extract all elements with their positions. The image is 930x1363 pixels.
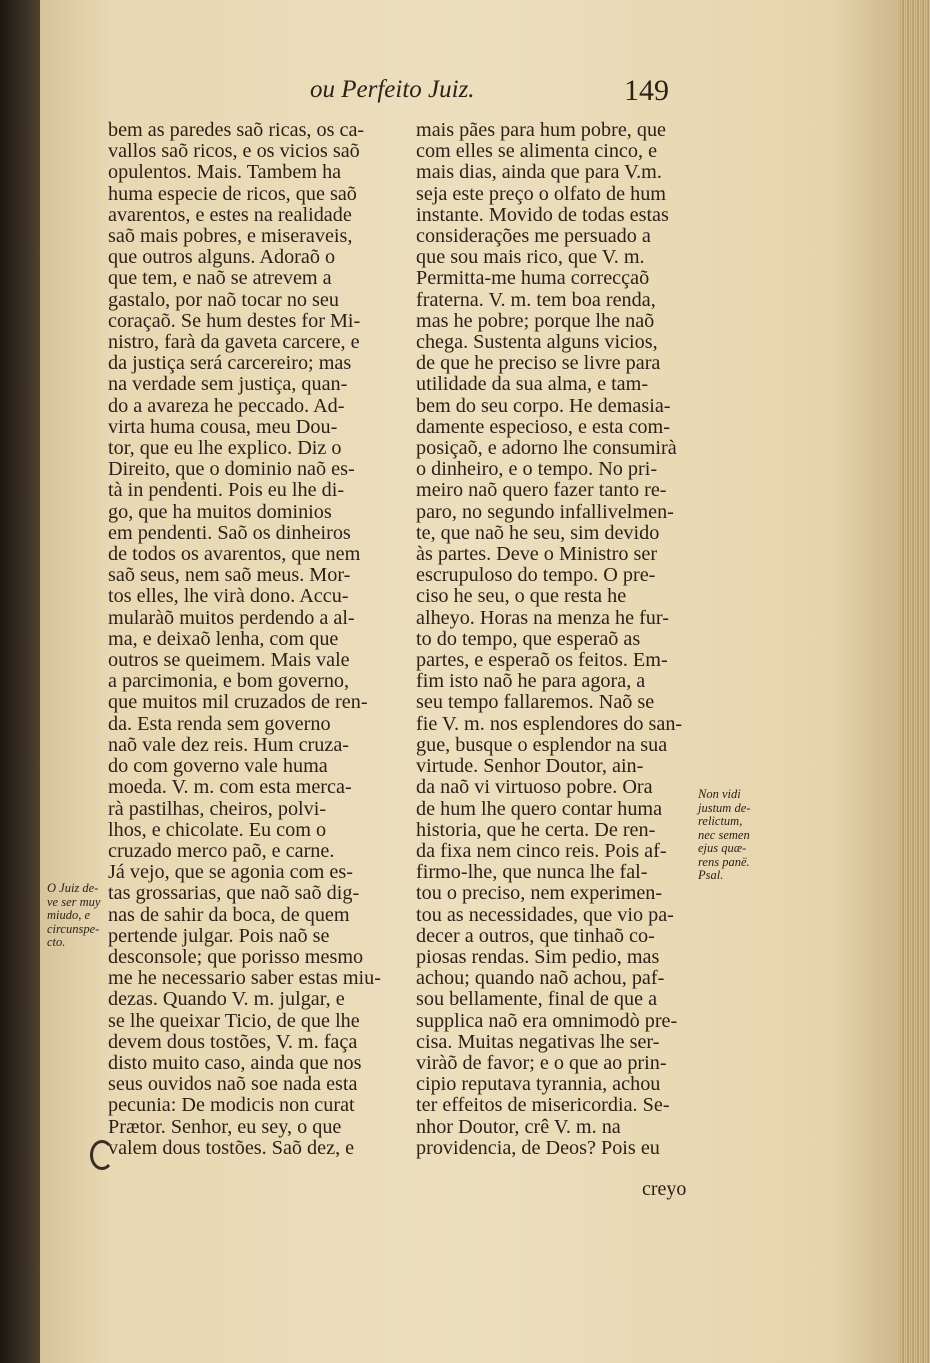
marginal-line: cto. — [47, 935, 66, 949]
marginal-line: O Juiz de- — [47, 881, 99, 895]
text-line: fraterna. V. m. tem boa renda, — [416, 288, 656, 311]
text-line: bem do seu corpo. He demasia- — [416, 394, 671, 417]
text-line: virta huma cousa, meu Dou- — [108, 415, 338, 438]
text-line: gue, busque o esplendor na sua — [416, 733, 668, 756]
text-line: tas grossarias, que naõ saõ dig- — [108, 882, 360, 905]
marginal-line: Psal. — [698, 868, 724, 882]
running-head: ou Perfeito Juiz. — [310, 76, 475, 103]
text-line: decer a outros, que tinhaõ co- — [416, 924, 655, 947]
text-line: mais dias, ainda que para V.m. — [416, 161, 662, 184]
marginal-line: circunspe- — [47, 921, 100, 936]
text-line: cisa. Muitas negativas lhe ser- — [416, 1030, 660, 1053]
text-line: considerações me persuado a — [416, 225, 651, 248]
text-line: cipio reputava tyrannia, achou — [416, 1073, 661, 1096]
marginal-line: nec semen — [698, 827, 750, 842]
text-line: tos elles, lhe virà dono. Accu- — [108, 585, 349, 608]
text-line: nas de sahir da boca, de quem — [108, 903, 350, 926]
text-line: de todos os avarentos, que nem — [108, 543, 361, 566]
text-line: supplica naõ era omnimodò pre- — [416, 1009, 678, 1032]
text-line: que outros alguns. Adoraõ o — [108, 246, 336, 269]
text-line: huma especie de ricos, que saõ — [108, 182, 357, 205]
text-line: ter effeitos de misericordia. Se- — [416, 1094, 670, 1117]
text-line: naõ vale dez reis. Hum cruza- — [108, 733, 350, 756]
marginal-line: Non vidi — [698, 787, 741, 801]
text-line: lhos, e chicolate. Eu com o — [108, 818, 327, 841]
text-line: utilidade da sua alma, e tam- — [416, 373, 649, 396]
left-marginal-note — [47, 882, 119, 950]
text-line: mularàõ muitos perdendo a al- — [108, 606, 355, 629]
text-line: a parcimonia, e bom governo, — [108, 670, 350, 693]
right-marginal-note — [698, 788, 770, 883]
page-header — [0, 74, 930, 114]
text-line: historia, que he certa. De ren- — [416, 818, 656, 841]
text-line: nistro, farà da gaveta carcere, e — [108, 331, 360, 354]
right-text-column — [416, 120, 697, 1159]
text-line: que tem, e naõ se atrevem a — [108, 267, 332, 290]
left-text-column — [108, 120, 398, 1159]
text-line: viràõ de favor; e o que ao prin- — [416, 1051, 667, 1074]
text-line: pertende julgar. Pois naõ se — [108, 924, 330, 947]
text-line: saõ mais pobres, e miseraveis, — [108, 225, 353, 248]
marginal-line: miudo, e — [47, 908, 91, 922]
text-line: to do tempo, que esperaõ as — [416, 627, 641, 650]
text-line: providencia, de Deos? Pois eu — [416, 1136, 660, 1159]
text-line: firmo-lhe, que nunca lhe fal- — [416, 861, 648, 884]
text-line: instante. Movido de todas estas — [416, 203, 669, 226]
text-line: ciso he seu, o que resta he — [416, 585, 627, 608]
ink-mark-icon — [90, 1140, 114, 1170]
text-line: nhor Doutor, crê V. m. na — [416, 1115, 621, 1138]
text-line: cruzado merco paõ, e carne. — [108, 839, 335, 862]
text-line: tou as necessidades, que vio pa- — [416, 903, 674, 926]
text-line: opulentos. Mais. Tambem ha — [108, 161, 342, 184]
text-line: do a avareza he peccado. Ad- — [108, 394, 345, 417]
text-line: alheyo. Horas na menza he fur- — [416, 606, 669, 629]
text-line: virtude. Senhor Doutor, ain- — [416, 755, 644, 778]
text-line: da naõ vi virtuoso pobre. Ora — [416, 776, 653, 799]
text-line: sou bellamente, final de que a — [416, 988, 658, 1011]
text-line: fim isto naõ he para agora, a — [416, 670, 646, 693]
marginal-line: ve ser muy — [47, 894, 101, 909]
text-line: escrupuloso do tempo. O pre- — [416, 564, 656, 587]
text-line: seu tempo fallaremos. Naõ se — [416, 691, 655, 714]
text-line: seus ouvidos naõ soe nada esta — [108, 1073, 358, 1096]
marginal-line: ejus quæ- — [698, 841, 747, 855]
text-line: que muitos mil cruzados de ren- — [108, 691, 368, 714]
text-line: piosas rendas. Sim pedio, mas — [416, 945, 660, 968]
text-line: posiçaõ, e adorno lhe consumirà — [416, 437, 677, 460]
text-line: partes, e esperaõ os feitos. Em- — [416, 649, 668, 672]
marginal-line: rens panë. — [698, 854, 750, 869]
text-line: chega. Sustenta alguns vicios, — [416, 331, 658, 354]
text-line: coraçaõ. Se hum destes for Mi- — [108, 309, 361, 332]
text-line: disto muito caso, ainda que nos — [108, 1051, 362, 1074]
text-line: Permitta-me huma correcçaõ — [416, 267, 650, 290]
text-line: o dinheiro, e o tempo. No pri- — [416, 458, 658, 481]
text-line: na verdade sem justiça, quan- — [108, 373, 348, 396]
text-line: mais pães para hum pobre, que — [416, 119, 667, 141]
text-line: do com governo vale huma — [108, 755, 328, 778]
text-line: se lhe queixar Ticio, de que lhe — [108, 1009, 360, 1032]
text-line: da fixa nem cinco reis. Pois af- — [416, 839, 667, 862]
marginal-line: justum de- — [698, 800, 751, 815]
text-line: valem dous tostões. Saõ dez, e — [108, 1136, 355, 1159]
catchword: creyo — [642, 1178, 687, 1200]
text-line: seja este preço o olfato de hum — [416, 182, 667, 205]
text-line: desconsole; que porisso mesmo — [108, 945, 364, 968]
text-line: de que he preciso se livre para — [416, 352, 661, 375]
text-line: meiro naõ quero fazer tanto re- — [416, 479, 667, 502]
text-line: bem as paredes saõ ricas, os ca- — [108, 119, 365, 141]
text-line: Direito, que o dominio naõ es- — [108, 458, 355, 481]
text-line: em pendenti. Saõ os dinheiros — [108, 521, 351, 544]
text-line: Prætor. Senhor, eu sey, o que — [108, 1115, 342, 1138]
text-line: Já vejo, que se agonia com es- — [108, 861, 353, 884]
text-line: damente especioso, e esta com- — [416, 415, 670, 438]
text-line: ma, e deixaõ lenha, com que — [108, 627, 339, 650]
text-line: que sou mais rico, que V. m. — [416, 246, 645, 269]
page-number: 149 — [624, 74, 669, 107]
text-line: tor, que eu lhe explico. Diz o — [108, 437, 342, 460]
text-line: go, que ha muitos dominios — [108, 500, 332, 523]
text-line: outros se queimem. Mais vale — [108, 649, 350, 672]
text-line: me he necessario saber estas miu- — [108, 967, 381, 990]
marginal-line: relictum, — [698, 814, 743, 828]
text-line: fie V. m. nos esplendores do san- — [416, 712, 683, 735]
text-line: tou o preciso, nem experimen- — [416, 882, 663, 905]
text-line: te, que naõ he seu, sim devido — [416, 521, 660, 544]
text-line: devem dous tostões, V. m. faça — [108, 1030, 358, 1053]
text-line: paro, no segundo infallivelmen- — [416, 500, 674, 523]
text-line: da justiça será carcereiro; mas — [108, 352, 352, 375]
text-line: da. Esta renda sem governo — [108, 712, 331, 735]
text-line: mas he pobre; porque lhe naõ — [416, 309, 655, 332]
text-line: com elles se alimenta cinco, e — [416, 140, 658, 163]
text-line: moeda. V. m. com esta merca- — [108, 776, 352, 799]
text-line: tà in pendenti. Pois eu lhe di- — [108, 479, 345, 502]
text-line: pecunia: De modicis non curat — [108, 1094, 355, 1117]
text-line: dezas. Quando V. m. julgar, e — [108, 988, 345, 1011]
text-line: vallos saõ ricos, e os vicios saõ — [108, 140, 360, 163]
text-line: de hum lhe quero contar huma — [416, 797, 663, 820]
text-line: rà pastilhas, cheiros, polvi- — [108, 797, 327, 820]
page-edges — [900, 0, 930, 1363]
text-line: avarentos, e estes na realidade — [108, 203, 352, 226]
text-line: achou; quando naõ achou, paf- — [416, 967, 665, 990]
text-line: às partes. Deve o Ministro ser — [416, 543, 658, 566]
text-line: gastalo, por naõ tocar no seu — [108, 288, 339, 311]
text-line: saõ seus, nem saõ meus. Mor- — [108, 564, 351, 587]
